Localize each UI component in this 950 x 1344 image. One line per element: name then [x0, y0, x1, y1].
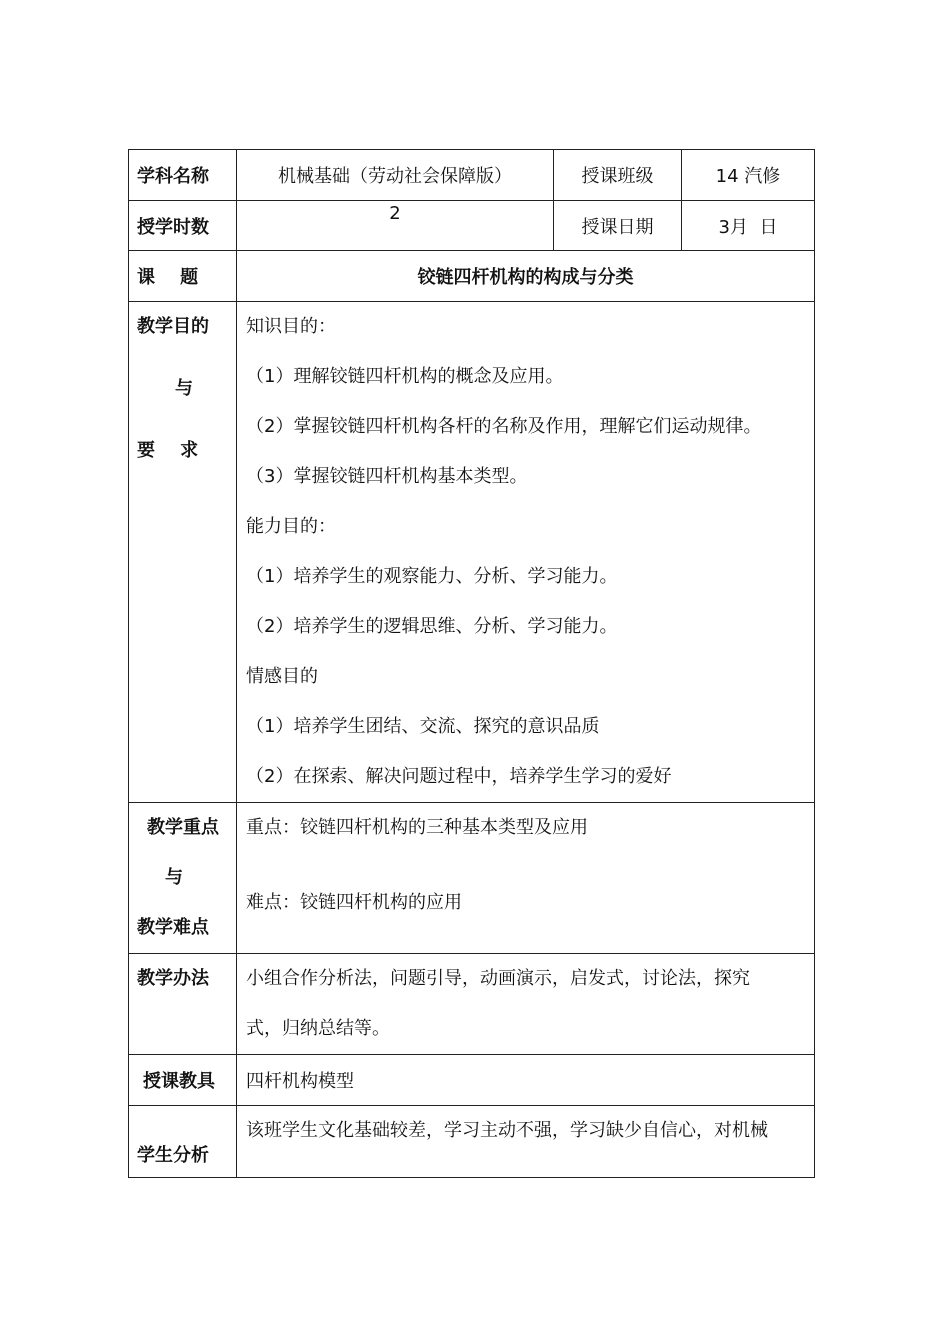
topic-row — [129, 251, 815, 302]
keypoints-label — [129, 803, 237, 954]
date-value: 3月 日 — [682, 201, 815, 251]
students-value: 该班学生文化基础较差，学习主动不强，学习缺少自信心，对机械 — [246, 1120, 768, 1141]
class-label: 授课班级 — [554, 150, 682, 201]
objectives-label-line3: 要 求 — [137, 440, 199, 461]
tools-label: 授课教具 — [129, 1055, 237, 1106]
methods-label: 教学办法 — [137, 968, 209, 989]
knowledge-item: （2）掌握铰链四杆机构各杆的名称及作用，理解它们运动规律。 — [246, 416, 762, 437]
topic-label: 课 题 — [129, 251, 237, 302]
date-label: 授课日期 — [554, 201, 682, 251]
methods-line: 小组合作分析法，问题引导，动画演示，启发式，讨论法，探究 — [246, 968, 750, 989]
keypoints-row — [129, 803, 815, 954]
tools-value: 四杆机构模型 — [237, 1055, 815, 1106]
methods-line: 式，归纳总结等。 — [246, 1018, 390, 1039]
keypoints-content — [237, 803, 815, 954]
knowledge-item: （1）理解铰链四杆机构的概念及应用。 — [246, 366, 564, 387]
objectives-label-line1: 教学目的 — [137, 316, 209, 337]
hours-row — [129, 201, 815, 251]
key-point: 重点：铰链四杆机构的三种基本类型及应用 — [246, 817, 588, 838]
class-value: 14 汽修 — [682, 150, 815, 201]
methods-row — [129, 954, 815, 1055]
subject-row — [129, 150, 815, 201]
ability-title: 能力目的： — [246, 516, 336, 537]
keypoints-label-line3: 教学难点 — [137, 917, 209, 938]
topic-value: 铰链四杆机构的构成与分类 — [237, 251, 815, 302]
objectives-label-line2: 与 — [175, 378, 193, 399]
methods-label-cell — [129, 954, 237, 1055]
knowledge-item: （3）掌握铰链四杆机构基本类型。 — [246, 466, 528, 487]
objectives-label — [129, 302, 237, 803]
students-row — [129, 1106, 815, 1178]
hours-value: 2 — [389, 203, 401, 224]
hours-label: 授学时数 — [129, 201, 237, 251]
students-content — [237, 1106, 815, 1178]
lesson-plan-table — [128, 149, 815, 1178]
emotion-item: （1）培养学生团结、交流、探究的意识品质 — [246, 716, 600, 737]
objectives-row — [129, 302, 815, 803]
keypoints-label-line1: 教学重点 — [147, 817, 219, 838]
subject-value: 机械基础（劳动社会保障版） — [237, 150, 554, 201]
subject-label: 学科名称 — [129, 150, 237, 201]
emotion-item: （2）在探索、解决问题过程中，培养学生学习的爱好 — [246, 766, 672, 787]
objectives-content — [237, 302, 815, 803]
methods-content — [237, 954, 815, 1055]
difficulty-point: 难点：铰链四杆机构的应用 — [246, 892, 462, 913]
ability-item: （1）培养学生的观察能力、分析、学习能力。 — [246, 566, 618, 587]
emotion-title: 情感目的 — [246, 666, 318, 687]
knowledge-title: 知识目的： — [246, 316, 336, 337]
ability-item: （2）培养学生的逻辑思维、分析、学习能力。 — [246, 616, 618, 637]
keypoints-label-line2: 与 — [165, 867, 183, 888]
tools-row — [129, 1055, 815, 1106]
hours-cell — [237, 201, 554, 251]
students-label: 学生分析 — [129, 1106, 237, 1178]
